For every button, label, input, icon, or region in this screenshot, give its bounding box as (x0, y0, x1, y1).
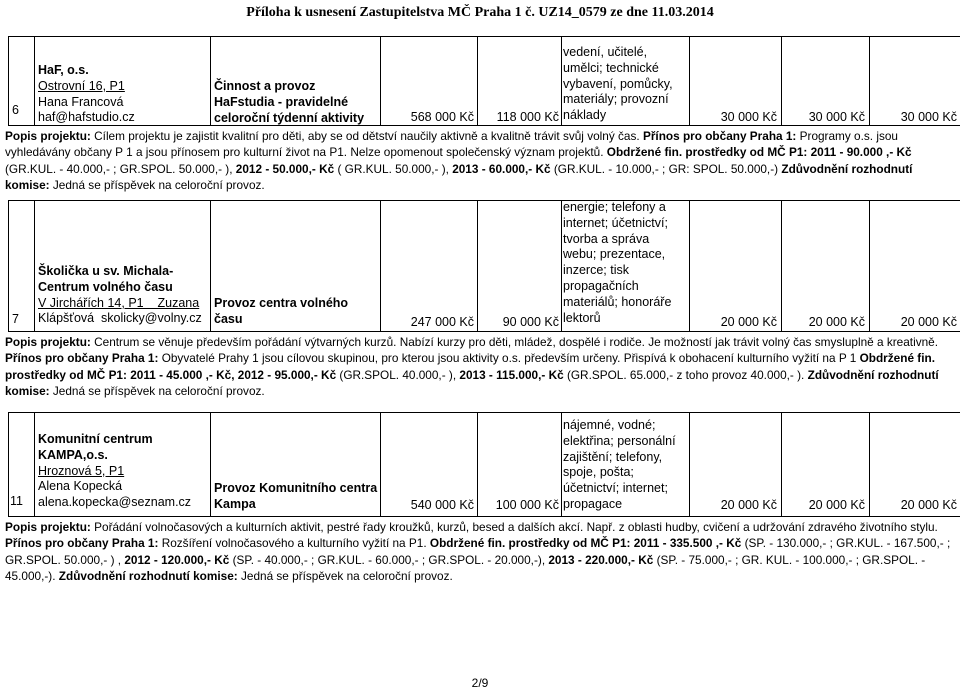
applicant-name: Centrum volného času (38, 279, 173, 294)
table-border (8, 125, 960, 126)
purpose-line: umělci; technické (563, 60, 659, 75)
table-border (8, 331, 960, 332)
amount-year2: 20 000 Kč (808, 315, 865, 329)
applicant-email: Klápšťová skolicky@volny.cz (38, 311, 202, 326)
purpose-line: zajištění; telefony, (563, 449, 663, 464)
project-line: Činnost a provoz (214, 79, 316, 93)
table-border (8, 412, 960, 413)
purpose-cell (563, 45, 673, 124)
applicant-cell (38, 264, 202, 327)
applicant-cell (38, 432, 191, 511)
row-number: 6 (12, 103, 19, 117)
applicant-email: haf@hafstudio.cz (38, 110, 135, 125)
table-border (210, 412, 211, 516)
purpose-line: materiály; provozní (563, 92, 669, 107)
purpose-line: elektřina; personální (563, 433, 676, 448)
description-bold-text: Zdůvodnění rozhodnutí komise: (5, 161, 913, 192)
applicant-contact: Hana Francová (38, 94, 124, 109)
applicant-address: V Jirchářích 14, P1 Zuzana (38, 295, 200, 310)
total-cost: 568 000 Kč (410, 110, 474, 124)
project-line: celoroční týdenní aktivity (214, 110, 365, 125)
description-text: Rozšíření volnočasového a kulturního vyžití na P1. (161, 536, 430, 551)
page-header: Příloha k usnesení Zastupitelstva MČ Praha 1 č. UZ14_0579 ze dne 11.03.2014 (246, 5, 714, 20)
amount-year3: 30 000 Kč (900, 110, 957, 124)
description-text: (SP. - 40.000,- ; GR.KUL. - 60.000,- ; GR.SPOL. - 20.000,-), (232, 552, 549, 567)
description-bold-text: Obdržené fin. prostředky od MČ P1: 2011 - 45.000 ,- Kč, 2012 - 95.000,- Kč (5, 351, 935, 382)
description-text: Pořádání volnočasových a kulturních aktivit, pestré řady kroužků, kurzů, besed a dalších akcí. Např. z oblasti hudby, cvičení a udržování zdravého životního stylu. (94, 520, 938, 534)
applicant-cell (38, 63, 135, 126)
description-text: Centrum se věnuje především pořádání výtvarných kurzů. Nabízí kurzy pro děti, mládež, dospělé i rodiče. Je možností jak trávit volný čas smysluplně a kreativně. (94, 335, 938, 349)
purpose-line: nájemné, vodné; (563, 418, 656, 432)
description-text: ( GR.KUL. 50.000,- ), (337, 161, 453, 176)
description-text: (GR.SPOL. 65.000,- z toho provoz 40.000,- ). (566, 367, 808, 382)
purpose-cell (563, 418, 676, 513)
amount-year2: 20 000 Kč (808, 498, 865, 512)
table-border (34, 200, 35, 331)
description-text: Jedná se příspěvek na celoroční provoz. (52, 383, 265, 398)
applicant-contact: Alena Kopecká (38, 479, 123, 494)
project-line: Kampa (214, 496, 256, 511)
description-bold-text: Přínos pro občany Praha 1: (642, 129, 800, 143)
requested-amount: 100 000 Kč (495, 498, 559, 512)
purpose-cell (563, 200, 671, 326)
applicant-address: Ostrovní 16, P1 (38, 78, 125, 93)
description-bold-text: 2012 - 120.000,- Kč (124, 552, 233, 567)
description-text: (GR.KUL. - 10.000,- ; GR: SPOL. 50.000,-) (553, 161, 782, 176)
description-bold-text: Přínos pro občany Praha 1: (5, 351, 162, 366)
amount-year3: 20 000 Kč (900, 315, 957, 329)
project-line: času (214, 311, 243, 326)
purpose-line: vedení, učitelé, (563, 45, 648, 59)
description-bold-text: 2012 - 50.000,- Kč (235, 161, 338, 176)
description-bold-text: Popis projektu: (5, 520, 95, 534)
table-border (210, 200, 211, 331)
description-text: (SP. - 75.000,- ; GR. KUL. - 100.000,- ; GR.SPOL. - 45.000,-). (5, 552, 926, 583)
description-bold-text: Obdržené fin. prostředky od MČ P1: 2011 - 90.000 ,- Kč (606, 145, 912, 160)
description-text: (SP. - 130.000,- ; GR.KUL. - 167.500,- ; GR.SPOL. 50.000,- ) , (5, 536, 951, 567)
row-number: 7 (12, 312, 19, 326)
purpose-line: tvorba a správa (563, 231, 650, 246)
purpose-line: spoje, pošta; (563, 465, 634, 480)
description-bold-text: Popis projektu: (5, 335, 95, 349)
table-border (689, 200, 690, 331)
description-text: Cílem projektu je zajistit kvalitní pro děti, aby se od dětství naučily aktivně a kvalitně trávit svůj volný čas. (94, 129, 643, 143)
description-text: Programy o.s. jsou vyhledávány občany P 1 a jsou přínosem pro kulturní život na P1. Nelze opomenout společenský význam projektů. (5, 129, 898, 160)
amount-year1: 20 000 Kč (720, 315, 777, 329)
purpose-line: inzerce; tisk (563, 263, 629, 278)
page-number: 2/9 (471, 676, 489, 690)
applicant-name: HaF, o.s. (38, 63, 89, 77)
project-cell (214, 79, 364, 126)
project-description (5, 334, 957, 399)
project-cell (214, 481, 377, 513)
purpose-line: propagačních (563, 278, 639, 293)
row-number: 11 (10, 494, 23, 508)
requested-amount: 90 000 Kč (502, 315, 559, 329)
purpose-line: náklady (563, 108, 607, 123)
description-bold-text: Přínos pro občany Praha 1: (5, 536, 162, 551)
table-border (8, 200, 960, 201)
purpose-line: materiálů; honoráře (563, 294, 672, 309)
description-text: Obyvatelé Prahy 1 jsou cílovou skupinou, pro kterou jsou aktivity o.s. především určeny. Přispívá k obohacení kulturního vyžití na P 1 (161, 351, 860, 366)
table-border (34, 36, 35, 125)
table-border (561, 36, 562, 125)
total-cost: 540 000 Kč (410, 498, 474, 512)
description-bold-text: 2013 - 220.000,- Kč (548, 552, 657, 567)
project-line: Provoz centra volného (214, 296, 349, 310)
purpose-line: účetnictví; internet; (563, 481, 668, 496)
applicant-name: Komunitní centrum (38, 432, 153, 446)
purpose-line: internet; účetnictví; (563, 215, 668, 230)
table-border (380, 200, 381, 331)
purpose-line: lektorů (563, 310, 601, 325)
project-description (5, 128, 957, 193)
description-text: (GR.KUL. - 40.000,- ; GR.SPOL. 50.000,- ), (5, 161, 236, 176)
project-line: HaFstudia - pravidelné (214, 94, 349, 109)
table-border (477, 200, 478, 331)
purpose-line: propagace (563, 496, 623, 511)
table-border (561, 200, 562, 331)
amount-year1: 20 000 Kč (720, 498, 777, 512)
description-text: Jedná se příspěvek na celoroční provoz. (52, 177, 265, 192)
amount-year2: 30 000 Kč (808, 110, 865, 124)
description-bold-text: Zdůvodnění rozhodnutí komise: (58, 568, 241, 583)
description-bold-text: 2013 - 115.000,- Kč (459, 367, 567, 382)
requested-amount: 118 000 Kč (496, 110, 559, 124)
project-line: Provoz Komunitního centra (214, 481, 378, 495)
table-border (8, 516, 960, 517)
applicant-name: Školička u sv. Michala- (38, 264, 174, 278)
table-border (8, 200, 9, 331)
table-border (869, 200, 870, 331)
table-border (8, 412, 9, 516)
applicant-email: alena.kopecka@seznam.cz (38, 495, 192, 510)
total-cost: 247 000 Kč (410, 315, 474, 329)
project-cell (214, 296, 348, 328)
project-description (5, 519, 957, 584)
description-bold-text: Zdůvodnění rozhodnutí komise: (5, 367, 939, 398)
table-border (210, 36, 211, 125)
purpose-line: energie; telefony a (563, 200, 666, 214)
description-bold-text: Popis projektu: (5, 129, 95, 143)
table-border (561, 412, 562, 516)
table-border (8, 36, 9, 125)
description-text: (GR.SPOL. 40.000,- ), (339, 367, 460, 382)
table-border (781, 200, 782, 331)
description-bold-text: Obdržené fin. prostředky od MČ P1: 2011 - 335.500 ,- Kč (429, 536, 745, 551)
description-bold-text: 2013 - 60.000,- Kč (452, 161, 554, 176)
amount-year1: 30 000 Kč (720, 110, 777, 124)
purpose-line: webu; prezentace, (563, 247, 666, 262)
description-text: Jedná se příspěvek na celoroční provoz. (240, 568, 453, 583)
table-border (8, 36, 960, 37)
table-border (34, 412, 35, 516)
purpose-line: vybavení, pomůcky, (563, 76, 673, 91)
applicant-name: KAMPA,o.s. (38, 447, 108, 462)
amount-year3: 20 000 Kč (900, 498, 957, 512)
applicant-address: Hroznová 5, P1 (38, 463, 125, 478)
